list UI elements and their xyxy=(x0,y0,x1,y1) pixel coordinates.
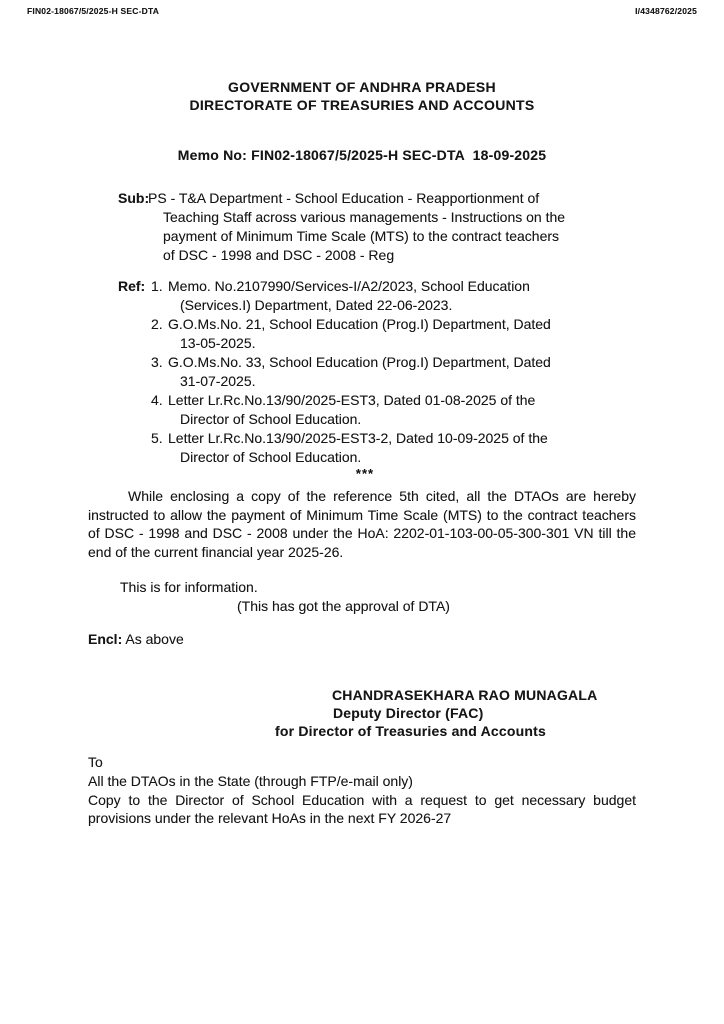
reference-item-number: 2. xyxy=(151,316,163,332)
signatory-designation: Deputy Director (FAC) xyxy=(333,705,484,722)
signatory-name: CHANDRASEKHARA RAO MUNAGALA xyxy=(332,687,598,704)
document-serial-number: I/4348762/2025 xyxy=(635,6,697,16)
memo-number-line: Memo No: FIN02-18067/5/2025-H SEC-DTA 18-09-2025 xyxy=(177,147,547,163)
reference-section xyxy=(118,277,724,467)
government-title: GOVERNMENT OF ANDHRA PRADESH xyxy=(228,79,496,95)
approval-line: (This has got the approval of DTA) xyxy=(237,598,450,615)
reference-item xyxy=(151,391,568,429)
reference-item xyxy=(151,315,568,353)
reference-item-number: 1. xyxy=(151,278,163,294)
reference-item-text: Letter Lr.Rc.No.13/90/2025-EST3-2, Dated 10-09-2025 of the Director of School Education. xyxy=(168,430,548,465)
signatory-on-behalf: for Director of Treasuries and Accounts xyxy=(275,723,547,740)
reference-item xyxy=(151,353,568,391)
to-label: To xyxy=(88,754,103,771)
reference-item-number: 5. xyxy=(151,430,163,446)
letterhead xyxy=(0,78,724,114)
department-title: DIRECTORATE OF TREASURIES AND ACCOUNTS xyxy=(189,97,535,113)
subject-section xyxy=(118,189,724,265)
enclosure-label: Encl: xyxy=(88,631,123,648)
file-reference: FIN02-18067/5/2025-H SEC-DTA xyxy=(27,6,160,16)
reference-label: Ref: xyxy=(118,278,146,294)
reference-item-number: 4. xyxy=(151,392,163,408)
section-separator: *** xyxy=(355,466,375,481)
reference-item-text: G.O.Ms.No. 21, School Education (Prog.I) Department, Dated 13-05-2025. xyxy=(168,316,551,351)
reference-item-number: 3. xyxy=(151,354,163,370)
enclosure-text: As above xyxy=(125,631,184,648)
subject-label: Sub: xyxy=(118,190,150,206)
page-header xyxy=(0,0,724,16)
subject-text: PS - T&A Department - School Education - Reapportionment of Teaching Staff across various managements - Instructions on the payment of Minimum Time Scale (MTS) to the contract teachers of DSC - 1998 and DSC - 2008 - Reg xyxy=(148,190,566,263)
copy-line: Copy to the Director of School Education with a request to get necessary budget provisions under the relevant HoAs in the next FY 2026-27 xyxy=(88,791,636,827)
body-paragraph: While enclosing a copy of the reference 5th cited, all the DTAOs are hereby instructed to allow the payment of Minimum Time Scale (MTS) to the contract teachers of DSC - 1998 and DSC - 2008 under the HoA: 2202-01-103-00-05-300-301 VN till the end of the current financial year 2025-26. xyxy=(88,488,636,560)
reference-item xyxy=(151,277,568,315)
enclosure-line xyxy=(88,630,724,649)
reference-item-text: Letter Lr.Rc.No.13/90/2025-EST3, Dated 01-08-2025 of the Director of School Education. xyxy=(168,392,536,427)
reference-list xyxy=(151,277,568,467)
reference-item xyxy=(151,429,568,467)
signature-block xyxy=(0,686,724,740)
addressee-line: All the DTAOs in the State (through FTP/e-mail only) xyxy=(88,772,413,789)
reference-item-text: Memo. No.2107990/Services-I/A2/2023, School Education (Services.I) Department, Dated 22-06-2023. xyxy=(168,278,530,313)
addressee-section xyxy=(88,753,697,827)
reference-item-text: G.O.Ms.No. 33, School Education (Prog.I) Department, Dated 31-07-2025. xyxy=(168,354,551,389)
info-line: This is for information. xyxy=(120,579,258,596)
